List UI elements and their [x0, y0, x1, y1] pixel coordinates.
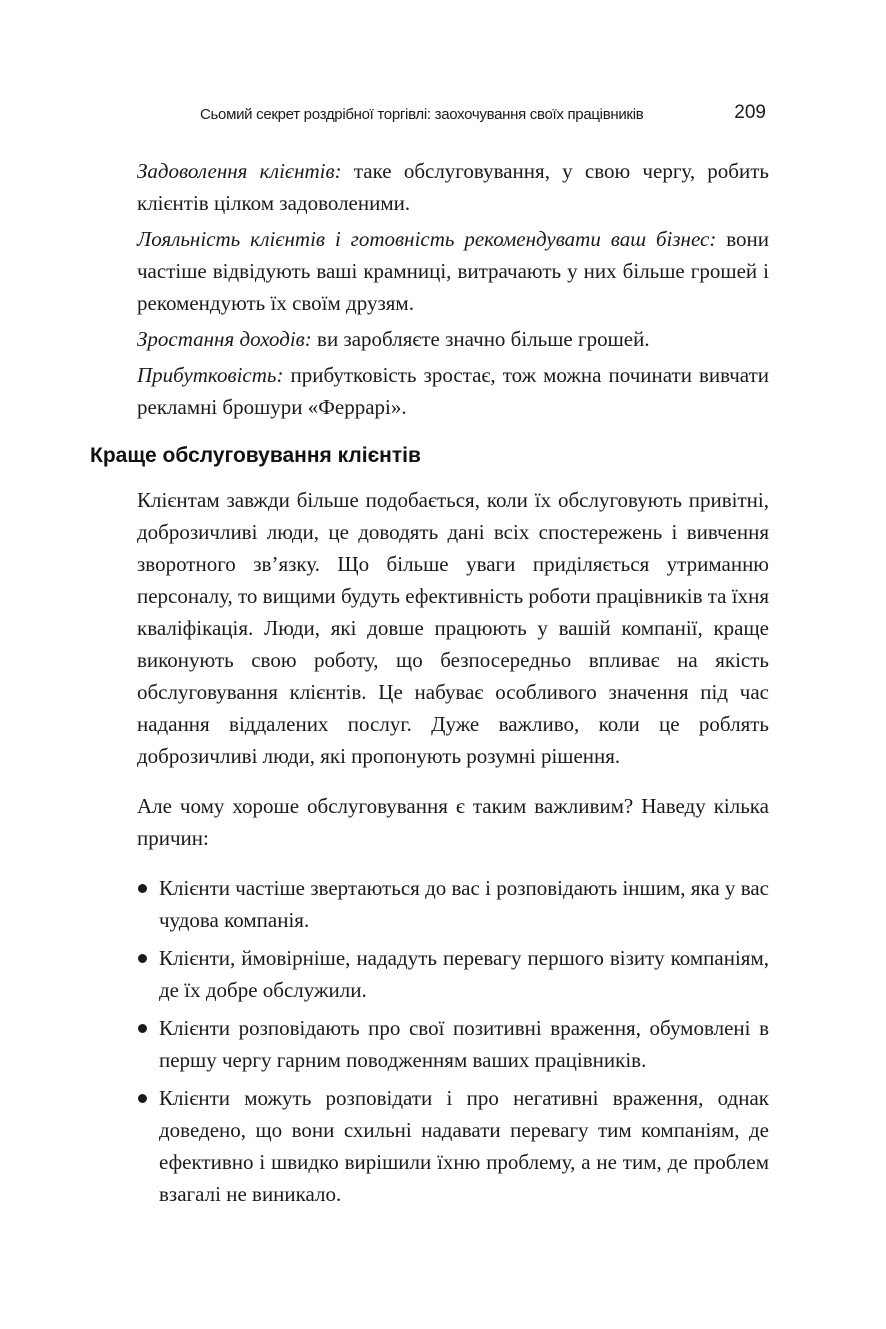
- list-item-text: Клієнти частіше звертаються до вас і розповідають іншим, яка у вас чудова компанія.: [159, 876, 769, 932]
- reasons-list: [137, 872, 769, 1210]
- definition-paragraph: [137, 359, 769, 423]
- intro-definitions: [137, 155, 769, 427]
- definition-paragraph: [137, 155, 769, 219]
- definition-text: ви заробляєте значно більше грошей.: [311, 327, 650, 351]
- bullet-icon: [138, 884, 147, 893]
- running-title: Сьомий секрет роздрібної торгівлі: заохочування своїх працівників: [200, 106, 644, 123]
- body-paragraph: Але чому хороше обслуговування є таким важливим? Наведу кілька причин:: [137, 794, 769, 850]
- list-item-text: Клієнти можуть розповідати і про негативні враження, однак доведено, що вони схильні надавати перевагу тим компаніям, де ефективно і швидко вирішили їхню проблему, а не тим, де проблем взагалі не виникало.: [159, 1086, 769, 1206]
- list-item: [137, 1082, 769, 1210]
- list-item: [137, 872, 769, 936]
- definition-paragraph: [137, 223, 769, 319]
- definition-paragraph: [137, 323, 769, 355]
- body-paragraph: Клієнтам завжди більше подобається, коли їх обслуговують привітні, доброзичливі люди, це доводять дані всіх спостережень і вивчення зворотного зв’язку. Що більше уваги приділяється утриманню персоналу, то вищими будуть ефективність роботи працівників та їхня кваліфікація. Люди, які довше працюють у вашій компанії, краще виконують свою роботу, що безпосередньо впливає на якість обслуговування клієнтів. Це набуває особливого значення під час надання віддалених послуг. Дуже важливо, коли це роблять доброзичливі люди, які пропонують розумні рішення.: [137, 488, 769, 768]
- definition-term: Зростання доходів:: [137, 327, 312, 351]
- definition-text: таке обслуговування, у свою чергу, робить клієнтів цілком задоволеними.: [137, 159, 769, 215]
- definition-term: Задоволення клієнтів:: [137, 159, 342, 183]
- bullet-icon: [138, 1024, 147, 1033]
- list-item-text: Клієнти, ймовірніше, нададуть перевагу першого візиту компаніям, де їх добре обслужили.: [159, 946, 769, 1002]
- definition-term: Лояльність клієнтів і готовність рекомендувати ваш бізнес:: [137, 227, 717, 251]
- running-head: [200, 102, 766, 128]
- bullet-icon: [138, 1094, 147, 1103]
- section-body: [137, 484, 769, 1216]
- list-item-text: Клієнти розповідають про свої позитивні враження, обумовлені в першу чергу гарним поводженням ваших працівників.: [159, 1016, 769, 1072]
- list-item: [137, 1012, 769, 1076]
- definition-text: вони частіше відвідують ваші крамниці, витрачають у них більше грошей і рекомендують їх своїм друзям.: [137, 227, 769, 315]
- section-heading: Краще обслуговування клієнтів: [90, 444, 421, 467]
- list-item: [137, 942, 769, 1006]
- page-number: 209: [734, 102, 766, 123]
- definition-term: Прибутковість:: [137, 363, 284, 387]
- bullet-icon: [138, 954, 147, 963]
- definition-text: прибутковість зростає, тож можна починати вивчати рекламні брошури «Феррарі».: [137, 363, 769, 419]
